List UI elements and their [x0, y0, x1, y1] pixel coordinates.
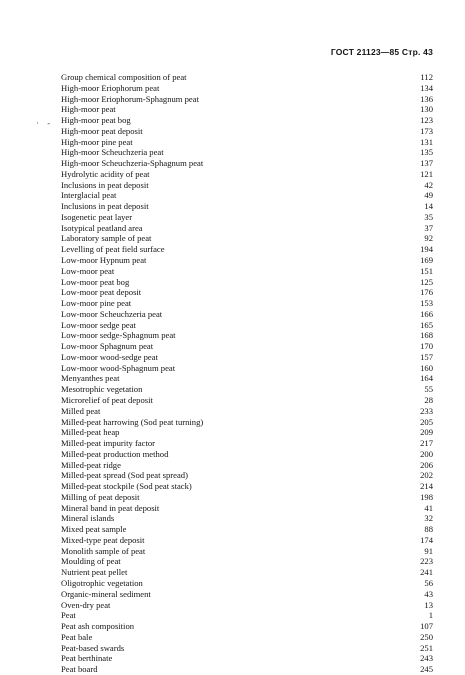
index-term: Low-moor sedge-Sphagnum peat: [61, 330, 176, 341]
index-page-number: 41: [424, 502, 433, 513]
index-entry: [61, 180, 433, 191]
index-page-number: 134: [420, 82, 433, 93]
index-page-number: 49: [424, 190, 433, 201]
index-term: Laboratory sample of peat: [61, 233, 152, 244]
index-entry: [61, 363, 433, 374]
index-term: Low-moor Scheuchzeria peat: [61, 308, 163, 319]
index-entry: [61, 320, 433, 331]
index-page-number: 91: [424, 545, 433, 556]
index-term: High-moor peat bog: [61, 115, 131, 126]
index-entry: [61, 578, 433, 589]
index-entry: [61, 546, 433, 557]
index-entry: [61, 632, 433, 643]
index-page-number: 214: [420, 481, 433, 492]
index-page-number: 173: [420, 125, 433, 136]
index-term: Isogenetic peat layer: [61, 211, 133, 222]
index-page-number: 153: [420, 298, 433, 309]
index-entry: [61, 190, 433, 201]
index-term: Levelling of peat field surface: [61, 244, 165, 255]
index-entry: [61, 524, 433, 535]
index-entry: [61, 201, 433, 212]
index-page-number: 121: [420, 168, 433, 179]
index-page-number: 37: [424, 222, 433, 233]
index-page-number: 170: [420, 341, 433, 352]
index-page-number: 251: [420, 642, 433, 653]
index-entry: [61, 72, 433, 83]
index-term: Low-moor Sphagnum peat: [61, 341, 154, 352]
index-page-number: 223: [420, 556, 433, 567]
index-page-number: 194: [420, 244, 433, 255]
index-page-number: 131: [420, 136, 433, 147]
index-term: Peat board: [61, 664, 98, 675]
index-term: Peat berthinate: [61, 653, 113, 664]
index-page-number: 123: [420, 115, 433, 126]
index-term: Peat: [61, 610, 76, 621]
index-page-number: 125: [420, 276, 433, 287]
index-page-number: 55: [424, 384, 433, 395]
index-term: High-moor Scheuchzeria-Sphagnum peat: [61, 158, 204, 169]
index-page-number: 56: [424, 577, 433, 588]
index-term: Mixed peat sample: [61, 524, 127, 535]
index-entry: [61, 406, 433, 417]
index-page-number: 174: [420, 534, 433, 545]
index-page-number: 200: [420, 448, 433, 459]
index-term: Nutrient peat pellet: [61, 567, 128, 578]
index-entry: [61, 309, 433, 320]
index-term: High-moor Eriophorum peat: [61, 82, 160, 93]
index-entry: [61, 492, 433, 503]
index-entry: [61, 298, 433, 309]
index-entry: [61, 373, 433, 384]
index-term: Menyanthes peat: [61, 373, 120, 384]
index-term: High-moor Scheuchzeria peat: [61, 147, 164, 158]
index-entry: [61, 158, 433, 169]
index-entry: [61, 341, 433, 352]
index-term: Low-moor wood-sedge peat: [61, 351, 158, 362]
index-entry: [61, 115, 433, 126]
index-term: Low-moor peat: [61, 265, 115, 276]
index-term: Hydrolytic acidity of peat: [61, 168, 150, 179]
index-entry: [61, 169, 433, 180]
index-entry: [61, 610, 433, 621]
index-entry: [61, 147, 433, 158]
index-page-number: 241: [420, 567, 433, 578]
index-entry: [61, 384, 433, 395]
index-term: Milled-peat spread (Sod peat spread): [61, 470, 188, 481]
index-page-number: 151: [420, 265, 433, 276]
index-term: Milled-peat harrowing (Sod peat turning): [61, 416, 204, 427]
index-page-number: 168: [420, 330, 433, 341]
index-term: Milling of peat deposit: [61, 491, 140, 502]
index-entry: [61, 277, 433, 288]
index-term: Interglacial peat: [61, 190, 117, 201]
index-term: Peat bale: [61, 631, 93, 642]
index-term: Oven-dry peat: [61, 599, 111, 610]
index-page-number: 43: [424, 588, 433, 599]
index-entry: [61, 600, 433, 611]
index-entry: [61, 589, 433, 600]
index-term: Mesotrophic vegetation: [61, 384, 143, 395]
index-entry: [61, 83, 433, 94]
index-term: Milled-peat production method: [61, 448, 169, 459]
index-entry: [61, 137, 433, 148]
index-term: Low-moor peat bog: [61, 276, 130, 287]
index-term: Isotypical peatland area: [61, 222, 143, 233]
index-term: Organic-mineral sediment: [61, 588, 151, 599]
index-term: Inclusions in peat deposit: [61, 179, 149, 190]
index-page-number: 164: [420, 373, 433, 384]
index-entry: [61, 653, 433, 664]
index-entry: [61, 460, 433, 471]
index-term: Low-moor pine peat: [61, 298, 132, 309]
index-term: Oligotrophic vegetation: [61, 577, 143, 588]
index-term: High-moor peat: [61, 104, 116, 115]
index-entry: [61, 449, 433, 460]
index-term: Milled peat: [61, 405, 101, 416]
index-entry: [61, 233, 433, 244]
index-term: Low-moor sedge peat: [61, 319, 136, 330]
index-entry: [61, 395, 433, 406]
index-page-number: 205: [420, 416, 433, 427]
index-term: Monolith sample of peat: [61, 545, 146, 556]
index-page-number: 165: [420, 319, 433, 330]
index-term: Moulding of peat: [61, 556, 121, 567]
index-entry: [61, 621, 433, 632]
index-entry: [61, 643, 433, 654]
index-entry: [61, 223, 433, 234]
index-entry: [61, 513, 433, 524]
index-entry: [61, 503, 433, 514]
index-page-number: 233: [420, 405, 433, 416]
index-entry: [61, 255, 433, 266]
index-list: [61, 72, 433, 675]
index-term: Peat ash composition: [61, 621, 135, 632]
index-entry: [61, 212, 433, 223]
index-term: Mineral band in peat deposit: [61, 502, 160, 513]
index-page-number: 169: [420, 255, 433, 266]
index-term: Peat-based swards: [61, 642, 125, 653]
index-page-number: 245: [420, 664, 433, 675]
index-entry: [61, 94, 433, 105]
index-page-number: 250: [420, 631, 433, 642]
index-entry: [61, 330, 433, 341]
index-page-number: 28: [424, 394, 433, 405]
page-header: ГОСТ 21123—85 Стр. 43: [330, 47, 433, 57]
index-page-number: 92: [424, 233, 433, 244]
index-page-number: 202: [420, 470, 433, 481]
index-page-number: 136: [420, 93, 433, 104]
index-term: Microrelief of peat deposit: [61, 394, 153, 405]
index-entry: [61, 567, 433, 578]
index-page-number: 157: [420, 351, 433, 362]
index-page-number: 198: [420, 491, 433, 502]
index-page-number: 88: [424, 524, 433, 535]
index-term: Group chemical composition of peat: [61, 72, 187, 82]
index-term: High-moor peat deposit: [61, 125, 143, 136]
index-page-number: 243: [420, 653, 433, 664]
index-term: Milled-peat ridge: [61, 459, 121, 470]
index-page-number: 14: [424, 201, 433, 212]
index-term: Low-moor wood-Sphagnum peat: [61, 362, 176, 373]
index-entry: [61, 664, 433, 675]
index-term: Low-moor Hypnum peat: [61, 255, 147, 266]
index-page-number: 206: [420, 459, 433, 470]
index-term: Mineral islands: [61, 513, 115, 524]
index-entry: [61, 481, 433, 492]
index-page-number: 35: [424, 211, 433, 222]
index-entry: [61, 352, 433, 363]
index-term: High-moor pine peat: [61, 136, 133, 147]
index-entry: [61, 556, 433, 567]
index-entry: [61, 427, 433, 438]
index-term: Low-moor peat deposit: [61, 287, 142, 298]
index-term: Milled-peat impurity factor: [61, 438, 156, 449]
index-page-number: 217: [420, 438, 433, 449]
index-entry: [61, 535, 433, 546]
index-term: Inclusions in peat deposit: [61, 201, 149, 212]
index-entry: [61, 104, 433, 115]
index-page-number: 160: [420, 362, 433, 373]
index-page-number: 209: [420, 427, 433, 438]
index-page-number: 32: [424, 513, 433, 524]
index-entry: [61, 470, 433, 481]
index-term: Milled-peat stockpile (Sod peat stack): [61, 481, 192, 492]
index-term: Mixed-type peat deposit: [61, 534, 145, 545]
index-entry: [61, 266, 433, 277]
index-entry: [61, 438, 433, 449]
index-term: High-moor Eriophorum-Sphagnum peat: [61, 93, 199, 104]
index-page-number: 1: [428, 610, 433, 621]
index-page-number: 130: [420, 104, 433, 115]
index-entry: [61, 417, 433, 428]
index-page-number: 112: [420, 72, 433, 82]
index-term: Milled-peat heap: [61, 427, 120, 438]
index-entry: [61, 244, 433, 255]
margin-mark: · -: [36, 118, 54, 128]
index-page-number: 135: [420, 147, 433, 158]
index-entry: [61, 126, 433, 137]
index-page-number: 166: [420, 308, 433, 319]
index-page-number: 176: [420, 287, 433, 298]
index-page-number: 107: [420, 621, 433, 632]
index-entry: [61, 287, 433, 298]
index-page-number: 42: [424, 179, 433, 190]
index-page-number: 137: [420, 158, 433, 169]
index-page-number: 13: [424, 599, 433, 610]
